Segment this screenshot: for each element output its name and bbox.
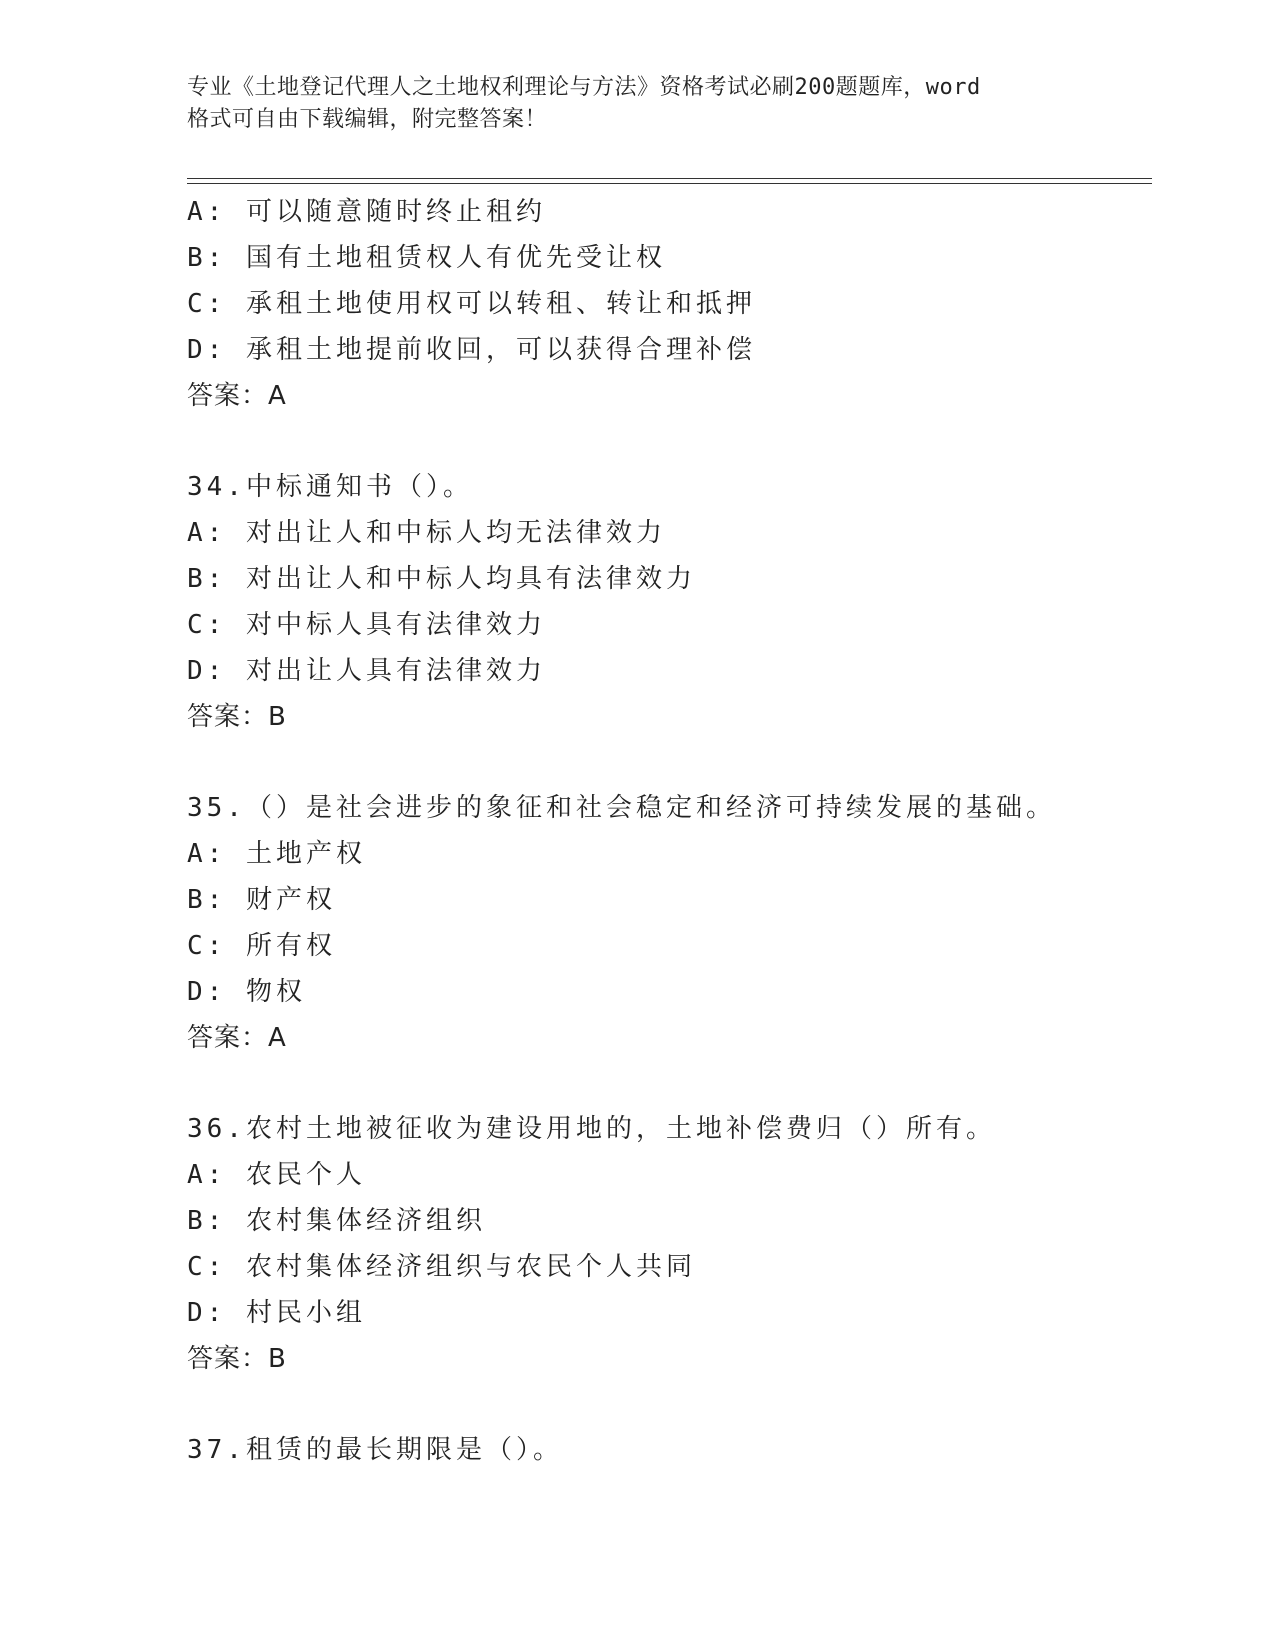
header-title-line-1: 专业《土地登记代理人之土地权利理论与方法》资格考试必刷200题题库，word [187,75,981,100]
option-a: A: 对出让人和中标人均无法律效力 [187,518,666,548]
header-divider-bottom [187,183,1152,184]
answer: 答案：B [187,702,287,732]
header-divider-top [187,178,1152,179]
answer: 答案：B [187,1344,287,1374]
option-c: C: 所有权 [187,931,336,961]
option-b: B: 农村集体经济组织 [187,1206,486,1236]
option-c: C: 农村集体经济组织与农民个人共同 [187,1252,696,1282]
question-text: 37.租赁的最长期限是（）。 [187,1435,563,1465]
option-d: D: 承租土地提前收回，可以获得合理补偿 [187,335,756,365]
question-37 [187,1427,1152,1473]
spacer [187,1061,1152,1106]
question-text: 36.农村土地被征收为建设用地的，土地补偿费归（）所有。 [187,1114,996,1144]
option-d: D: 村民小组 [187,1298,366,1328]
spacer [187,419,1152,464]
question-35 [187,785,1152,1061]
option-c: C: 对中标人具有法律效力 [187,610,546,640]
option-b: B: 财产权 [187,885,336,915]
option-d: D: 物权 [187,977,306,1007]
option-b: B: 国有土地租赁权人有优先受让权 [187,243,666,273]
answer: 答案：A [187,1023,287,1053]
option-c: C: 承租土地使用权可以转租、转让和抵押 [187,289,756,319]
option-b: B: 对出让人和中标人均具有法律效力 [187,564,696,594]
question-text: 34.中标通知书（）。 [187,472,473,502]
question-text: 35.（）是社会进步的象征和社会稳定和经济可持续发展的基础。 [187,793,1056,823]
document-header [187,72,1087,136]
option-a: A: 可以随意随时终止租约 [187,197,546,227]
question-36 [187,1106,1152,1382]
option-a: A: 农民个人 [187,1160,366,1190]
option-a: A: 土地产权 [187,839,366,869]
header-title-line-2: 格式可自由下载编辑，附完整答案！ [187,107,548,132]
answer: 答案：A [187,381,287,411]
spacer [187,740,1152,785]
question-34 [187,464,1152,740]
question-list [187,189,1152,1473]
question-33 [187,189,1152,419]
option-d: D: 对出让人具有法律效力 [187,656,546,686]
spacer [187,1382,1152,1427]
